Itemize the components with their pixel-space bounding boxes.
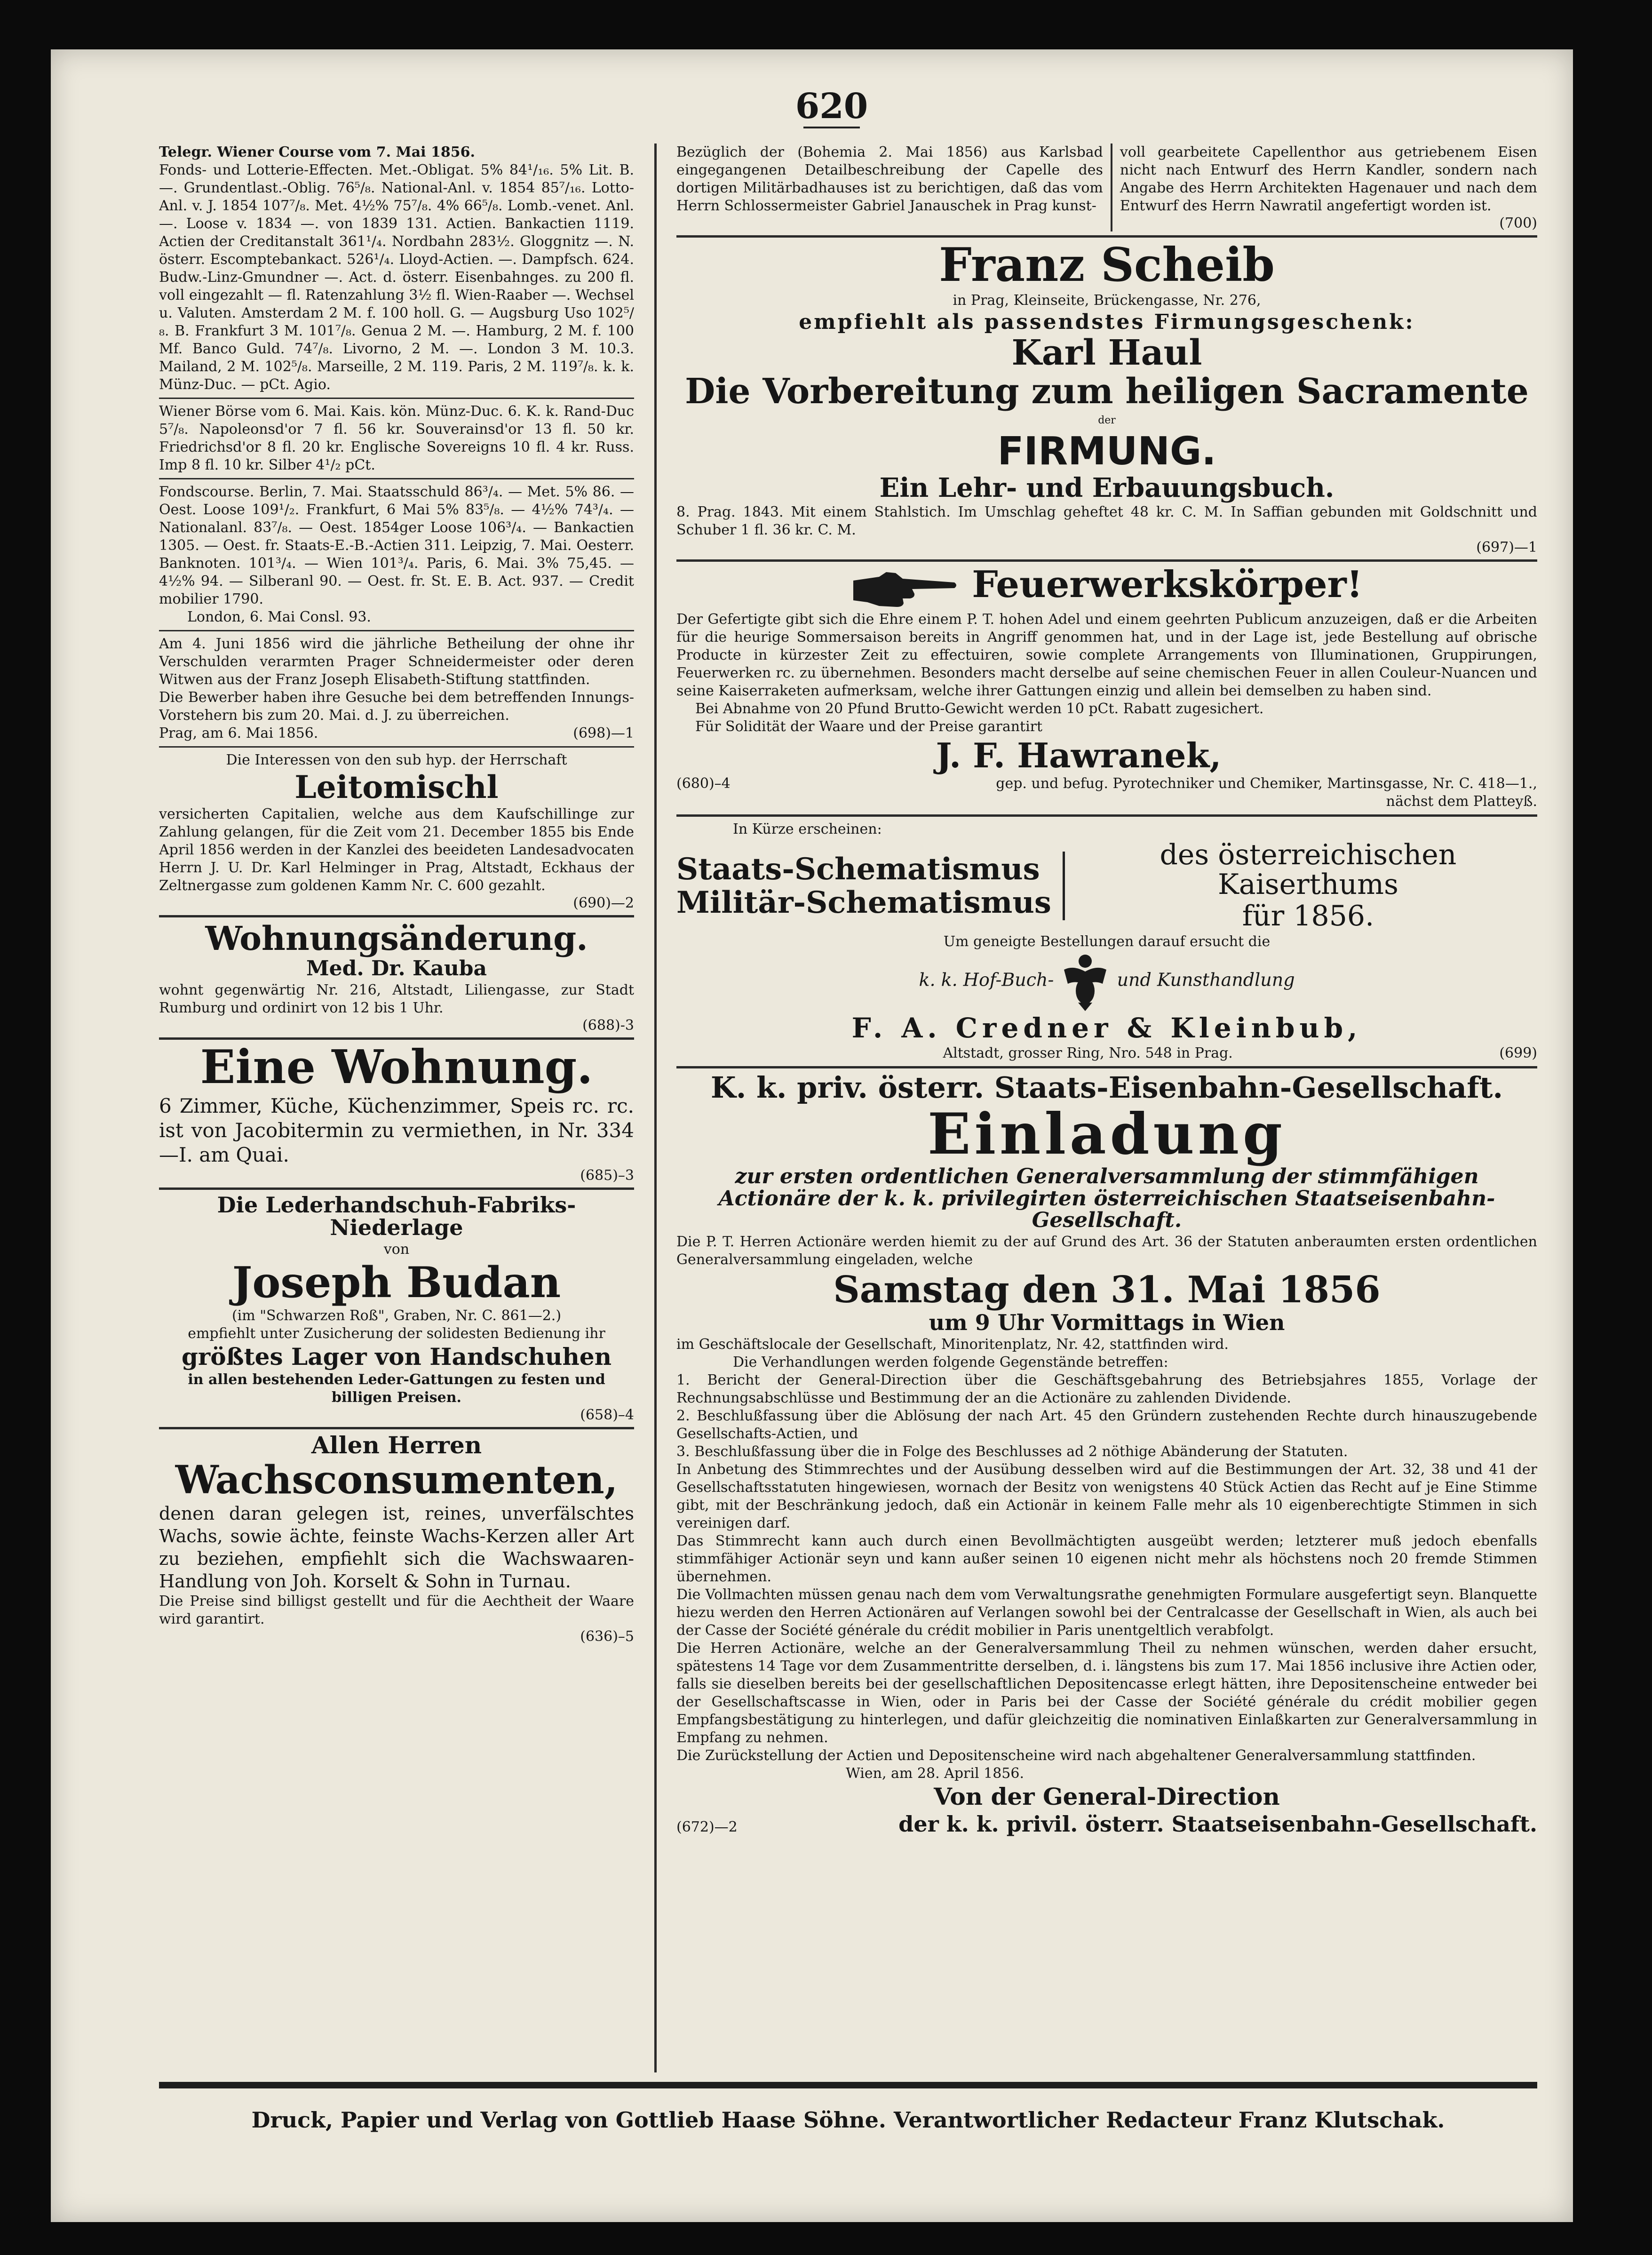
- leitomischl-text: versicherten Capitalien, welche aus dem Kaufschillinge zur Zahlung gelangen, für die Zeit vom 21. December 1855 bis Ende April 1856 werden in der Kanzlei des beeideten Landesadvocaten Herrn J. U. Dr. Karl Helminger in Prag, Altstadt, Eckhaus der Zeltnergasse zum goldenen Kamm Nr. C. 600 gezahlt.: [159, 806, 634, 894]
- schematismus-firm-right: und Kunsthandlung: [1117, 969, 1295, 990]
- page-number: 620: [785, 86, 879, 127]
- budan-intro: Die Lederhandschuh-Fabriks-Niederlage: [217, 1192, 576, 1241]
- schematismus-firm-left: k. k. Hof-Buch-: [919, 969, 1054, 990]
- schematismus-address: Altstadt, grosser Ring, Nro. 548 in Prag.: [943, 1045, 1233, 1062]
- scheib-subtitle: Ein Lehr- und Erbauungsbuch.: [879, 472, 1334, 503]
- divider: [159, 915, 634, 917]
- fondscourse: [159, 483, 634, 626]
- newspaper-page: [51, 49, 1573, 2222]
- agenda-item: 2. Beschlußfassung über die Ablösung der nach Art. 45 den Gründern zustehenden Rechte durch hinauszugebende Gesellschafts-Actien, und: [676, 1408, 1537, 1442]
- exchange-rates-telegraph: [159, 143, 634, 394]
- divider: [159, 630, 634, 631]
- budan-text: empfiehlt unter Zusicherung der solidesten Bedienung ihr: [188, 1325, 605, 1342]
- schematismus-firm-name: F. A. Credner & Kleinbub,: [851, 1012, 1362, 1044]
- scheib-name: Franz Scheib: [939, 238, 1275, 292]
- wachs-text: denen daran gelegen ist, reines, unverfälschtes Wachs, sowie ächte, feinste Wachs-Kerzen aller Art zu beziehen, empfiehlt sich die Wachswaaren-Handlung von Joh. Korselt & Sohn in Turnau.: [159, 1503, 634, 1592]
- einladung-agenda-intro: Die Verhandlungen werden folgende Gegenstände betreffen:: [733, 1354, 1168, 1371]
- capelle-right: voll gearbeitete Capellenthor aus getriebenem Eisen nicht nach Entwurf des Herrn Kandler, sondern nach Angabe des Herrn Architekten Hagenauer und nach dem Entwurf des Herrn Nawratil angefertigt worden ist.: [1120, 144, 1537, 214]
- divider: [676, 814, 1537, 817]
- scheib-firmung: FIRMUNG.: [997, 429, 1216, 474]
- scheib-author: Karl Haul: [1011, 333, 1202, 374]
- wohnungsaenderung-title: Wohnungsänderung.: [205, 919, 588, 958]
- schematismus-line-1: Staats-Schematismus: [676, 851, 1040, 887]
- einladung-agenda: [676, 1371, 1537, 1461]
- einladung-sign-2: der k. k. privil. österr. Staatseisenbahn-Gesellschaft.: [898, 1811, 1537, 1837]
- feuerwerk-title: Feuerwerkskörper!: [972, 563, 1363, 606]
- leitomischl-ref: (690)—2: [573, 895, 634, 912]
- einladung-paragraph-2: Das Stimmrecht kann auch durch einen Bevollmächtigten ausgeübt werden; letzterer muß jedoch ebenfalls stimmfähiger Actionär seyn und kann außer seinen 10 eigenen nicht mehr als höchstens noch 20 fremde Stimmen übernehmen.: [676, 1533, 1537, 1586]
- einladung-place-date: Wien, am 28. April 1856.: [846, 1765, 1024, 1782]
- divider: [676, 235, 1537, 238]
- agenda-item: 1. Bericht der General-Direction über die Geschäftsgebahrung des Betriebsjahres 1855, Vorlage der Rechnungsabschlüsse und Bestimmung der an die Actionäre zu zahlenden Dividende.: [676, 1372, 1537, 1407]
- ad-budan: [159, 1194, 634, 1424]
- einladung-company: K. k. priv. österr. Staats-Eisenbahn-Gesellschaft.: [710, 1070, 1503, 1105]
- fondscourse-text: Fondscourse. Berlin, 7. Mai. Staatsschuld 86³/₄. — Met. 5% 86. — Oest. Loose 109¹/₂. Frankfurt, 6 Mai 5% 83⁵/₈. — 4½% 74³/₄. — Nationalanl. 83⁷/₈. — Oest. 1854ger Loose 106³/₄. — Bankactien 1305. — Oest. fr. Staats-E.-B.-Actien 311. Leipzig, 7. Mai. Oesterr. Banknoten. 101³/₄. — Wien 101³/₄. Paris, 6. Mai. 3% 75,45. — 4½% 94. — Silberanl 90. — Oest. fr. St. E. B. Act. 937. — Credit mobilier 1790.: [159, 484, 634, 607]
- divider: [159, 1187, 634, 1190]
- wachs-title: Wachsconsumenten,: [175, 1457, 618, 1503]
- einladung-paragraph-5: Die Zurückstellung der Actien und Depositenscheine wird nach abgehaltener Generalversammlung stattfinden.: [676, 1747, 1476, 1764]
- wohnung-text: 6 Zimmer, Küche, Küchenzimmer, Speis rc. rc. ist von Jacobitermin zu vermiethen, in Nr. 334—I. am Quai.: [159, 1094, 634, 1166]
- einladung-paragraph-3: Die Vollmachten müssen genau nach dem vom Verwaltungsrathe genehmigten Formulare ausgefertigt seyn. Blanquette hiezu werden den Herren Actionären auf Verlangen sowohl bei der Centralcasse der Gesellschaft in Wien, als auch bei der Casse der Société générale du crédit mobilier in Paris unentgeltlich verabfolgt.: [676, 1586, 1537, 1639]
- divider: [159, 746, 634, 748]
- boerse-text: Wiener Börse vom 6. Mai. Kais. kön. Münz-Duc. 6. K. k. Rand-Duc 5⁷/₈. Napoleonsd'or 7 fl. 56 kr. Souverainsd'or 13 fl. 50 kr. Friedrichsd'or 8 fl. 20 kr. Englische Sovereigns 10 fl. 4 kr. Russ. Imp 8 fl. 10 kr. Silber 4¹/₂ pCt.: [159, 403, 634, 473]
- notice-text-2: Die Bewerber haben ihre Gesuche bei dem betreffenden Innungs-Vorstehern bis zum 20. Mai. d. J. zu überreichen.: [159, 689, 634, 724]
- einladung-intro: Die P. T. Herren Actionäre werden hiemit zu der auf Grund des Art. 36 der Statuten anberaumten ersten ordentlichen Generalversammlung eingeladen, welche: [676, 1233, 1537, 1268]
- budan-text-2: in allen bestehenden Leder-Gattungen zu festen und billigen Preisen.: [188, 1371, 605, 1406]
- divider: [676, 1066, 1537, 1068]
- ad-scheib: [676, 238, 1537, 556]
- notice-ref: (698)—1: [573, 725, 634, 741]
- einladung-ref: (672)—2: [676, 1818, 738, 1835]
- double-eagle-icon: [1059, 951, 1111, 1012]
- budan-big: größtes Lager von Handschuhen: [181, 1342, 612, 1371]
- wohnungsaenderung-ref: (688)-3: [582, 1017, 634, 1034]
- feuerwerk-ref: (680)–4: [676, 775, 731, 792]
- budan-ref: (658)–4: [580, 1407, 634, 1424]
- ad-schematismus: [676, 821, 1537, 1062]
- pointing-hand-icon: [851, 566, 959, 609]
- fondscourse-london: London, 6. Mai Consl. 93.: [187, 609, 371, 625]
- exchange-heading: Telegr. Wiener Course vom 7. Mai 1856.: [159, 144, 475, 160]
- leitomischl-title: Leitomischl: [294, 769, 499, 805]
- capelle-left: Bezüglich der (Bohemia 2. Mai 1856) aus Karlsbad eingegangenen Detailbeschreibung der Capelle des dortigen Militärbadhauses ist zu berichtigen, daß das vom Herrn Schlossermeister Gabriel Janauschek in Prag kunst-: [676, 144, 1103, 214]
- scheib-book-title: Die Vorbereitung zum heiligen Sacramente: [685, 371, 1529, 412]
- einladung-location: im Geschäftslocale der Gesellschaft, Minoritenplatz, Nr. 42, stattfinden wird.: [676, 1336, 1229, 1353]
- vienna-boerse: [159, 403, 634, 474]
- einladung-paragraph-1: In Anbetung des Stimmrechtes und der Ausübung desselben wird auf die Bestimmungen der Art. 32, 38 und 41 der Gesellschaftsstatuten hingewiesen, wornach der Besitz von wenigstens 40 Stück Actien das Recht auf je Eine Stimme gibt, mit der Beschränkung jedoch, daß ein Actionär in keinem Falle mehr als 10 eigenberechtigte Stimmen in sich vereinigen darf.: [676, 1461, 1537, 1532]
- scheib-address: in Prag, Kleinseite, Brückengasse, Nr. 276,: [953, 292, 1261, 309]
- agenda-item: 3. Beschlußfassung über die in Folge des Beschlusses ad 2 nöthige Abänderung der Statuten.: [676, 1443, 1348, 1460]
- wohnung-ref: (685)–3: [580, 1167, 634, 1184]
- wachs-ref: (636)–5: [580, 1628, 634, 1645]
- notice-schneidermeister: [159, 635, 634, 742]
- budan-address: (im "Schwarzen Roß", Graben, Nr. C. 861—2.): [231, 1307, 562, 1324]
- scheib-recommend: empfiehlt als passendstes Firmungsgeschenk:: [799, 310, 1415, 334]
- einladung-sign-1: Von der General-Direction: [934, 1783, 1280, 1811]
- divider: [676, 559, 1537, 562]
- budan-title: Joseph Budan: [232, 1258, 561, 1308]
- ad-einladung: [676, 1072, 1537, 1836]
- notice-date: Prag, am 6. Mai 1856.: [159, 725, 318, 741]
- scheib-der: der: [1098, 414, 1116, 427]
- right-column: [676, 143, 1537, 2077]
- schematismus-right-1: des österreichischen Kaiserthums: [1160, 838, 1457, 901]
- feuerwerk-text: Der Gefertigte gibt sich die Ehre einem P. T. hohen Adel und einem geehrten Publicum anzuzeigen, daß er die Arbeiten für die heurige Sommersaison bereits in Angriff genommen hat, und in der Lage ist, jede Bestellung auf obrische Producte in kürzester Zeit zu effectuiren, sowie complete Arrangements von Illuminationen, Gruppirungen, Feuerwerken rc. zu übernehmen. Besonders macht derselbe auf seine chemischen Feuer in allen Couleur-Nuancen und seine Kaiserraketen aufmerksam, welche ihrer Gattungen einzig und allein bei demselben zu haben sind.: [676, 611, 1537, 699]
- divider: [159, 478, 634, 479]
- exchange-text: Fonds- und Lotterie-Effecten. Met.-Obligat. 5% 84¹/₁₆. 5% Lit. B. —. Grundentlast.-Oblig. 76⁵/₈. National-Anl. v. 1854 85⁷/₁₆. Lotto-Anl. v. J. 1854 107⁷/₈. Met. 4½% 75⁷/₈. 4% 66⁵/₈. Lomb.-venet. Anl. —. Loose v. 1834 —. von 1839 131. Actien. Bankactien 1119. Actien der Creditanstalt 361¹/₄. Nordbahn 283½. Gloggnitz —. N. österr. Escomptebankact. 526¹/₄. Lloyd-Actien. —. Dampfsch. 624. Budw.-Linz-Gmundner —. Act. d. österr. Eisenbahnges. zu 200 fl. voll eingezahlt — fl. Ratenzahlung 3½ fl. Wien-Raaber —. Wechsel u. Valuten. Amsterdam 2 M. f. 100 holl. G. — Augsburg Uso 102⁵/₈. B. Frankfurt 3 M. 101⁷/₈. Genua 2 M. —. Hamburg, 2 M. f. 100 Mf. Banco Guld. 74⁷/₈. Livorno, 2 M. —. London 3 M. 10.3. Mailand, 2 M. 102⁵/₈. Marseille, 2 M. 119. Paris, 2 M. 119⁷/₈. k. k. Münz-Duc. — pCt. Agio.: [159, 162, 634, 393]
- imprint-footer: Druck, Papier und Verlag von Gottlieb Haase Söhne. Verantwortlicher Redacteur Franz Klutschak.: [159, 2082, 1537, 2133]
- wohnungsaenderung-text: wohnt gegenwärtig Nr. 216, Altstadt, Liliengasse, zur Stadt Rumburg und ordinirt von 12 bis 1 Uhr.: [159, 981, 634, 1016]
- schematismus-line-2: Militär-Schematismus: [676, 884, 1051, 920]
- einladung-time: um 9 Uhr Vormittags in Wien: [929, 1309, 1285, 1335]
- wohnung-title: Eine Wohnung.: [200, 1040, 593, 1094]
- ad-wachs: [159, 1433, 634, 1645]
- einladung-paragraph-4: Die Herren Actionäre, welche an der Generalversammlung Theil zu nehmen wünschen, werden daher ersucht, spätestens 14 Tage vor dem Zusammentritte derselben, d. i. längstens bis zum 17. Mai 1856 inclusive ihre Actien oder, falls sie dieselben bereits bei der gesellschaftlichen Depositencasse erlegt hätten, ihre Depositenscheine entweder bei der Gesellschaftscasse in Wien, oder in Paris bei der Casse der Société générale du crédit mobilier gegen Empfangsbestätigung zu hinterlegen, und dafür gleichzeitig die nominativen Einlaßkarten zur Generalversammlung in Empfang zu nehmen.: [676, 1640, 1537, 1746]
- schematismus-ref: (699): [1499, 1045, 1537, 1062]
- capelle-ref: (700): [1499, 215, 1537, 231]
- einladung-title: Einladung: [928, 1101, 1286, 1168]
- feuerwerk-text-3: Für Solidität der Waare und der Preise garantirt: [695, 718, 1043, 735]
- notice-capelle: [676, 143, 1537, 231]
- wachs-intro: Allen Herren: [311, 1431, 482, 1459]
- einladung-date: Samstag den 31. Mai 1856: [833, 1268, 1381, 1311]
- left-column: [159, 143, 634, 2072]
- divider: [159, 1037, 634, 1040]
- feuerwerk-text-2: Bei Abnahme von 20 Pfund Brutto-Gewicht werden 10 pCt. Rabatt zugesichert.: [695, 700, 1264, 717]
- scheib-ref: (697)—1: [1476, 539, 1537, 556]
- wachs-text-2: Die Preise sind billigst gestellt und für die Aechtheit der Waare wird garantirt.: [159, 1593, 634, 1628]
- ad-leitomischl: [159, 751, 634, 911]
- ad-feuerwerk: [676, 563, 1537, 811]
- feuerwerk-name: J. F. Hawranek,: [936, 735, 1222, 775]
- ad-wohnung: [159, 1040, 634, 1184]
- budan-von: von: [383, 1241, 410, 1258]
- schematismus-right-2: für 1856.: [1242, 900, 1374, 933]
- column-rule: [654, 143, 657, 2072]
- divider: [159, 1427, 634, 1429]
- divider: [159, 398, 634, 399]
- einladung-subtitle: zur ersten ordentlichen Generalversammlung der stimmfähigen Actionäre der k. k. privilegirten österreichischen Staatseisenbahn-Gesellschaft.: [718, 1164, 1495, 1232]
- leitomischl-intro: Die Interessen von den sub hyp. der Herrschaft: [226, 752, 567, 768]
- feuerwerk-info: gep. und befug. Pyrotechniker und Chemiker, Martinsgasse, Nr. C. 418—1., nächst dem Platteyß.: [996, 775, 1537, 810]
- scheib-details: 8. Prag. 1843. Mit einem Stahlstich. Im Umschlag geheftet 48 kr. C. M. In Saffian gebunden mit Goldschnitt und Schuber 1 fl. 36 kr. C. M.: [676, 504, 1537, 539]
- schematismus-intro: In Kürze erscheinen:: [733, 821, 882, 838]
- notice-text: Am 4. Juni 1856 wird die jährliche Betheilung der ohne ihr Verschulden verarmten Prager Schneidermeister oder deren Witwen aus der Franz Joseph Elisabeth-Stiftung stattfinden.: [159, 636, 634, 688]
- schematismus-request: Um geneigte Bestellungen darauf ersucht die: [943, 933, 1271, 950]
- wohnungsaenderung-name: Med. Dr. Kauba: [306, 956, 487, 980]
- ad-wohnungsaenderung: [159, 921, 634, 1034]
